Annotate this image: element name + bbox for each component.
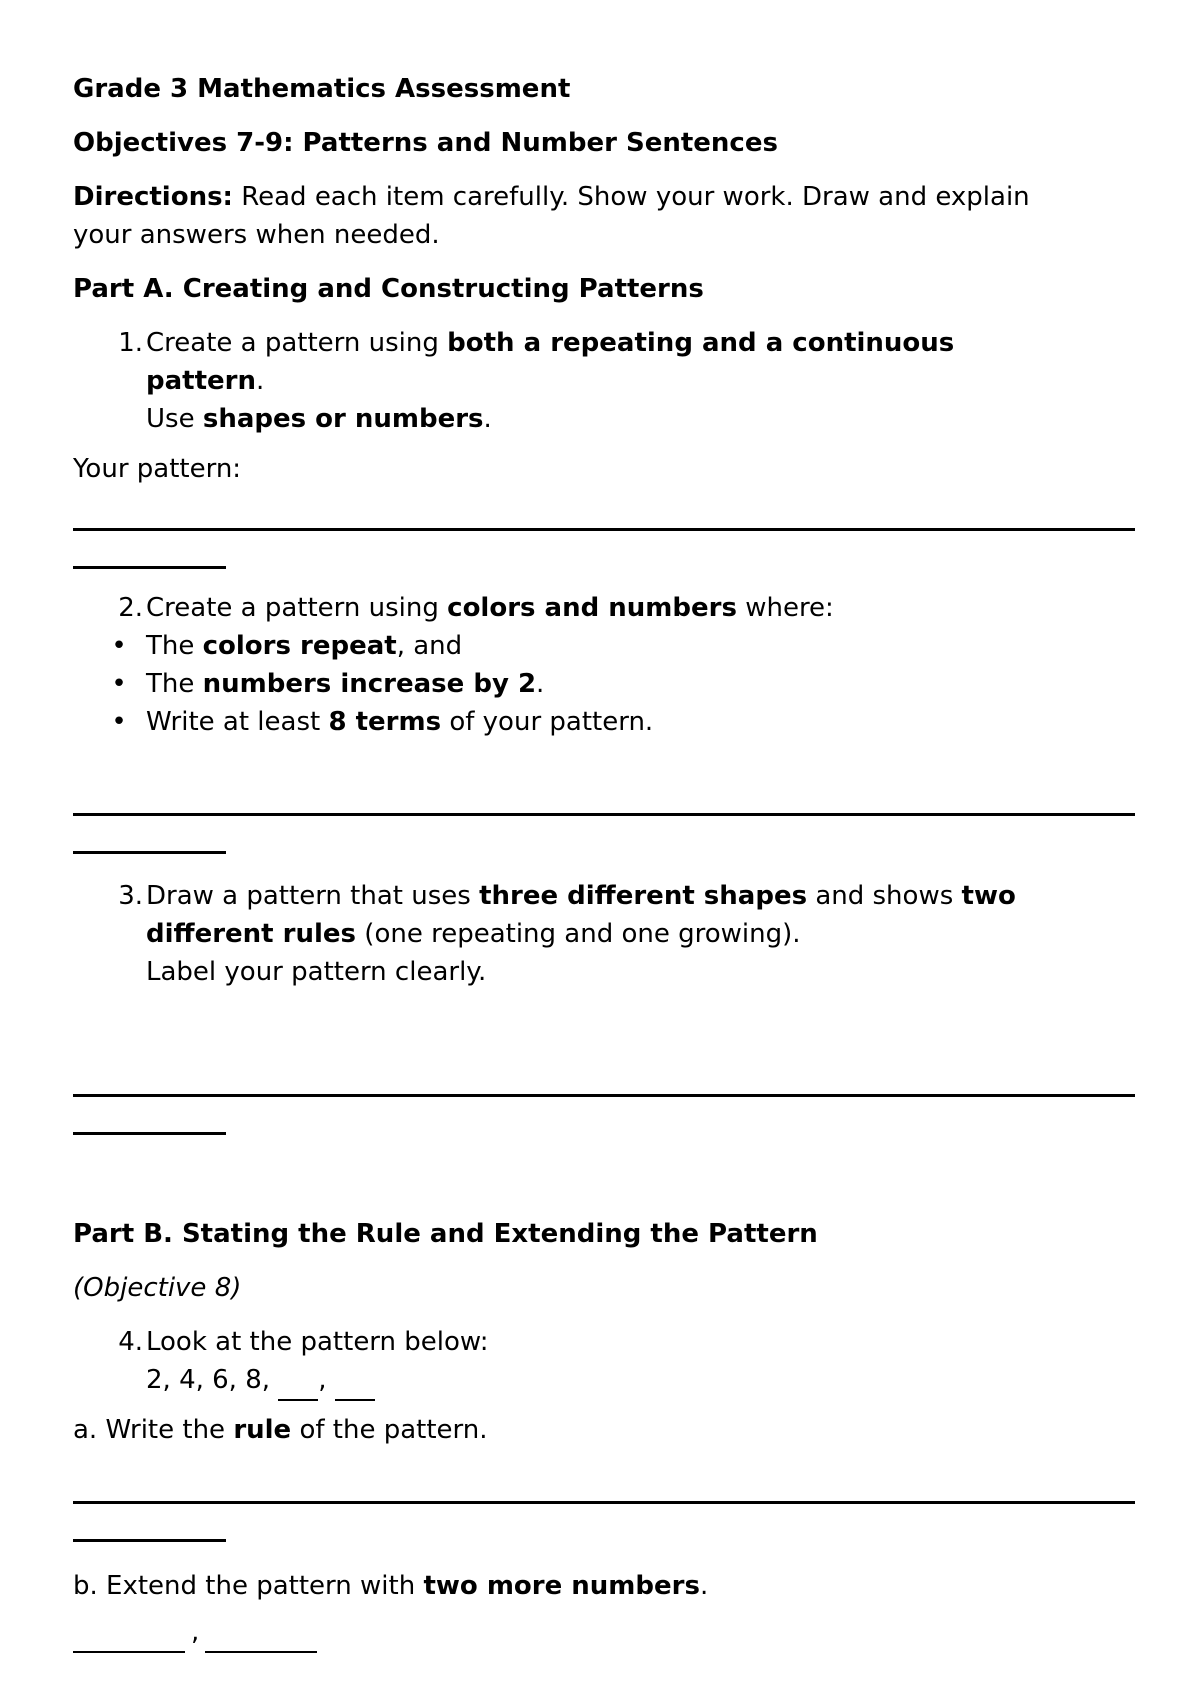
bullet-text: Write at least bbox=[146, 707, 329, 737]
directions bbox=[73, 178, 1133, 254]
page-title: Grade 3 Mathematics Assessment bbox=[73, 74, 571, 104]
question-emphasis: shapes or numbers bbox=[202, 404, 484, 434]
question-text: b. Extend the pattern with bbox=[73, 1571, 424, 1601]
sequence-separator: , bbox=[318, 1365, 335, 1395]
question-text: Draw a pattern that uses bbox=[146, 881, 480, 911]
question-emphasis: colors and numbers bbox=[447, 593, 737, 623]
question-text: Use bbox=[146, 404, 203, 434]
answer-line[interactable] bbox=[73, 1501, 1135, 1504]
bullet-item bbox=[73, 627, 1133, 665]
question-text: Create a pattern using bbox=[146, 328, 448, 358]
bullet-text: The bbox=[146, 631, 203, 661]
bullet-text: The bbox=[146, 669, 203, 699]
part-b-heading: Part B. Stating the Rule and Extending the Pattern bbox=[73, 1219, 818, 1249]
bullet-text: . bbox=[536, 669, 545, 699]
blank-separator: , bbox=[191, 1617, 200, 1647]
question-text: Create a pattern using bbox=[146, 593, 448, 623]
question-number: 4. bbox=[118, 1327, 143, 1357]
bullet-icon: • bbox=[111, 707, 127, 737]
question-emphasis: two more numbers bbox=[423, 1571, 700, 1601]
worksheet-page bbox=[73, 70, 1133, 1653]
question-text: where: bbox=[736, 593, 834, 623]
answer-blank[interactable] bbox=[73, 1613, 185, 1653]
question-text: . bbox=[255, 366, 265, 396]
bullet-emphasis: 8 terms bbox=[328, 707, 442, 737]
question-emphasis: rule bbox=[233, 1415, 292, 1445]
answer-blanks bbox=[73, 1613, 1133, 1653]
bullet-icon: • bbox=[111, 631, 127, 661]
question-text: of the pattern. bbox=[291, 1415, 488, 1445]
objectives-heading: Objectives 7-9: Patterns and Number Sentences bbox=[73, 128, 778, 158]
question-2 bbox=[73, 589, 1133, 627]
bullet-item bbox=[73, 703, 1133, 741]
question-3 bbox=[73, 877, 1133, 991]
question-text: a. Write the bbox=[73, 1415, 234, 1445]
question-emphasis: pattern bbox=[146, 366, 256, 396]
question-number: 2. bbox=[118, 593, 143, 623]
question-4 bbox=[73, 1323, 1133, 1401]
bullet-item bbox=[73, 665, 1133, 703]
answer-line-short[interactable] bbox=[73, 1132, 226, 1135]
answer-line[interactable] bbox=[73, 813, 1135, 816]
answer-label: Your pattern: bbox=[73, 454, 242, 484]
bullet-text: , and bbox=[396, 631, 463, 661]
sequence-blank[interactable] bbox=[335, 1361, 375, 1401]
bullet-text: of your pattern. bbox=[441, 707, 654, 737]
question-1 bbox=[73, 324, 1133, 438]
number-sequence: 2, 4, 6, 8, bbox=[146, 1365, 279, 1395]
directions-text: Read each item carefully. Show your work. Draw and explain bbox=[232, 182, 1030, 212]
question-emphasis: different rules bbox=[146, 919, 357, 949]
question-text: (one repeating and one growing). bbox=[356, 919, 801, 949]
part-a-heading: Part A. Creating and Constructing Patterns bbox=[73, 274, 704, 304]
answer-line-short[interactable] bbox=[73, 566, 226, 569]
question-text: Look at the pattern below: bbox=[146, 1327, 489, 1357]
question-text: Label your pattern clearly. bbox=[146, 957, 487, 987]
answer-blank[interactable] bbox=[205, 1613, 317, 1653]
directions-label: Directions: bbox=[73, 182, 233, 212]
answer-line[interactable] bbox=[73, 1094, 1135, 1097]
bullet-emphasis: colors repeat bbox=[202, 631, 397, 661]
bullet-emphasis: numbers increase by 2 bbox=[202, 669, 537, 699]
answer-line[interactable] bbox=[73, 528, 1135, 531]
question-emphasis: two bbox=[961, 881, 1016, 911]
sequence-blank[interactable] bbox=[278, 1361, 318, 1401]
question-text: . bbox=[483, 404, 492, 434]
question-emphasis: three different shapes bbox=[479, 881, 808, 911]
bullet-icon: • bbox=[111, 669, 127, 699]
objective-note: (Objective 8) bbox=[73, 1273, 242, 1303]
sub-question-b bbox=[73, 1567, 1133, 1605]
question-emphasis: both a repeating and a continuous bbox=[447, 328, 955, 358]
question-text: and shows bbox=[807, 881, 962, 911]
sub-question-a bbox=[73, 1411, 1133, 1449]
question-number: 3. bbox=[118, 881, 143, 911]
directions-text-continued: your answers when needed. bbox=[73, 220, 440, 250]
question-text: . bbox=[699, 1571, 709, 1601]
answer-line-short[interactable] bbox=[73, 1539, 226, 1542]
question-number: 1. bbox=[118, 328, 143, 358]
answer-line-short[interactable] bbox=[73, 851, 226, 854]
